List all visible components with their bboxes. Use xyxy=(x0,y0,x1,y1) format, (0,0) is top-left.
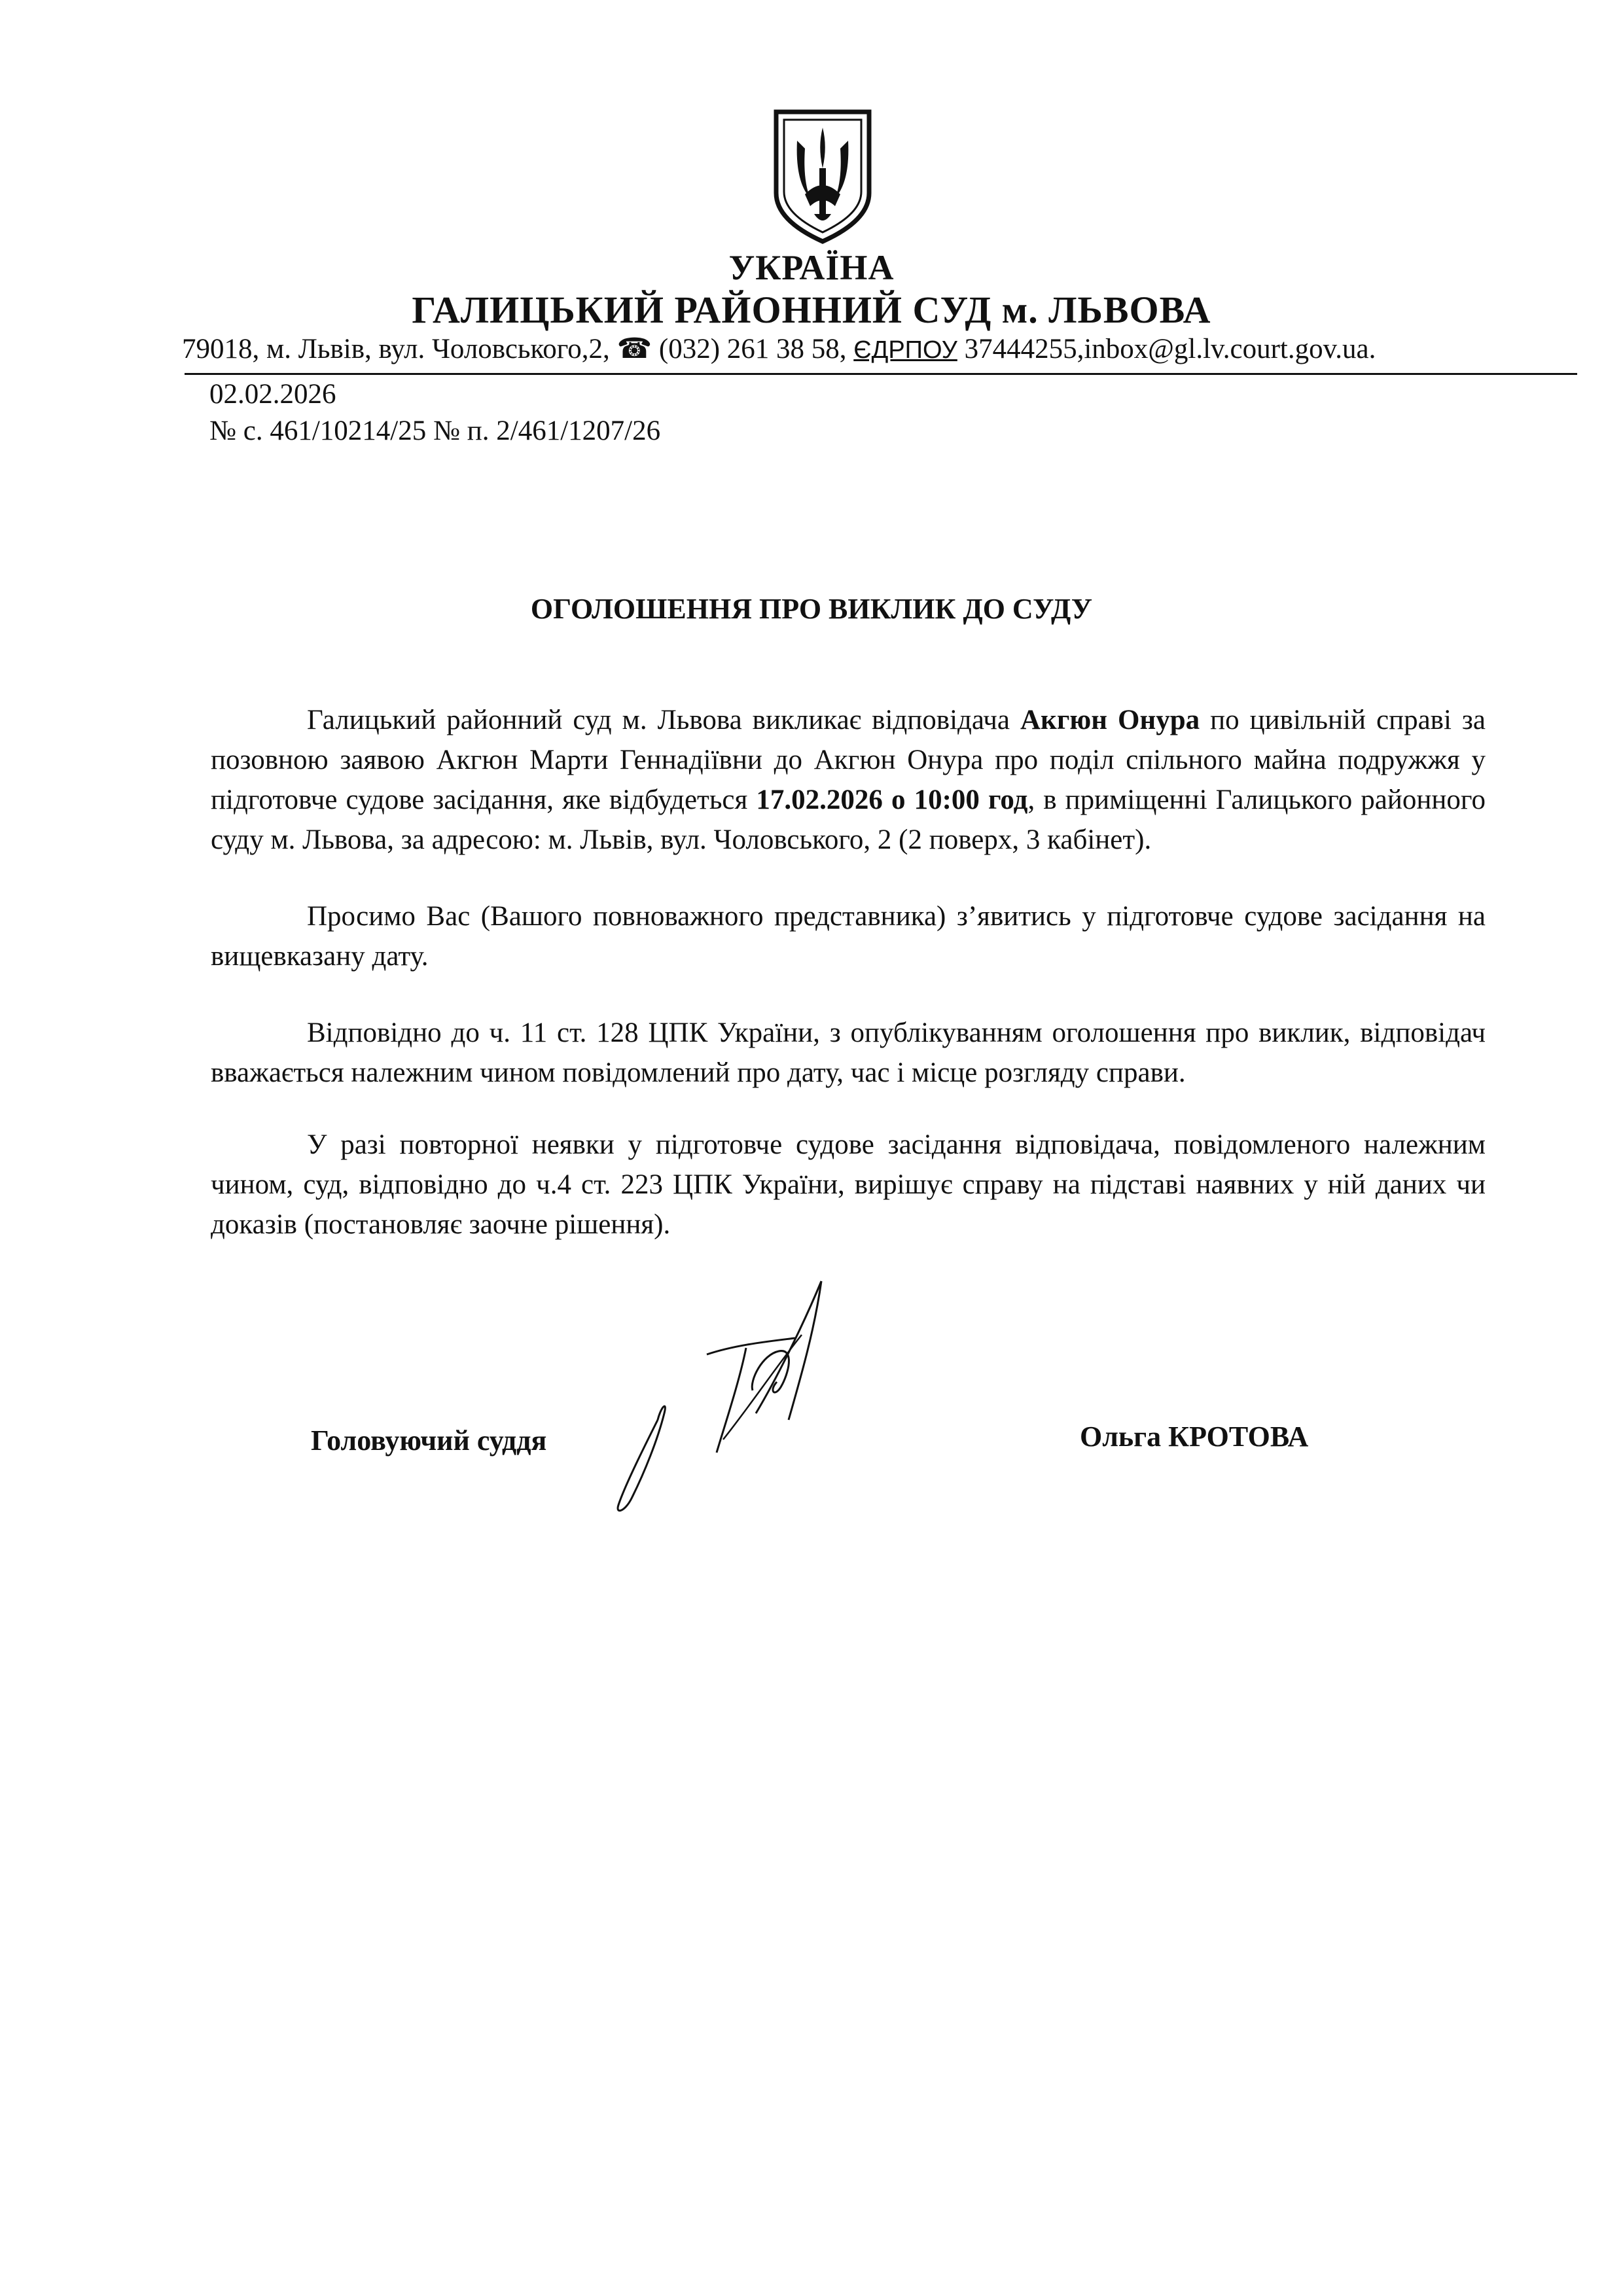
case-number: № с. 461/10214/25 № п. 2/461/1207/26 xyxy=(209,415,661,446)
defendant-name: Акгюн Онура xyxy=(1020,705,1200,735)
body-paragraph-1: Галицький районний суд м. Львова викликає відповідача Акгюн Онура по цивільній справі за позовною заявою Акгюн Марти Геннадіївни до Акгюн Онура про поділ спільного майна подружжя у підготовче судове засідання, яке відбудеться 17.02.2026 о 10:00 год, в приміщенні Галицького районного суду м. Львова, за адресою: м. Львів, вул. Чоловського, 2 (2 поверх, 3 кабінет). xyxy=(211,705,1486,855)
document-date: 02.02.2026 xyxy=(209,379,336,410)
body-paragraph-3: Відповідно до ч. 11 ст. 128 ЦПК України, з опублікуванням оголошення про виклик, відповідач вважається належним чином повідомлений про дату, час і місце розгляду справи. xyxy=(211,1017,1486,1088)
coat-of-arms-icon xyxy=(771,108,874,245)
hearing-datetime: 17.02.2026 о 10:00 год xyxy=(756,785,1028,815)
body-paragraph-4: У разі повторної неявки у підготовче судове засідання відповідача, повідомленого належним чином, суд, відповідно до ч.4 ст. 223 ЦПК України, вирішує справу на підставі наявних у ній даних чи доказів (постановляє заочне рішення). xyxy=(211,1129,1486,1240)
court-contact-line xyxy=(182,332,1575,365)
edrpou-and-email: 37444255,inbox@gl.lv.court.gov.ua. xyxy=(964,334,1376,364)
court-phone: (032) 261 38 58, xyxy=(658,334,847,364)
body-paragraph-2: Просимо Вас (Вашого повноважного представника) з’явитись у підготовче судове засідання на вищевказану дату. xyxy=(211,901,1486,972)
court-name-heading: ГАЛИЦЬКИЙ РАЙОННИЙ СУД м. ЛЬВОВА xyxy=(412,289,1211,331)
handwritten-signature xyxy=(605,1276,880,1518)
country-heading: УКРАЇНА xyxy=(728,248,895,287)
header-divider xyxy=(185,373,1577,375)
signer-name: Ольга КРОТОВА xyxy=(1080,1421,1309,1453)
signer-role: Головуючий суддя xyxy=(311,1424,547,1457)
document-title: ОГОЛОШЕННЯ ПРО ВИКЛИК ДО СУДУ xyxy=(530,593,1093,625)
court-address: 79018, м. Львів, вул. Чоловського,2, xyxy=(182,334,610,364)
phone-icon: ☎ xyxy=(616,334,652,364)
edrpou-label: ЄДРПОУ xyxy=(853,336,957,364)
